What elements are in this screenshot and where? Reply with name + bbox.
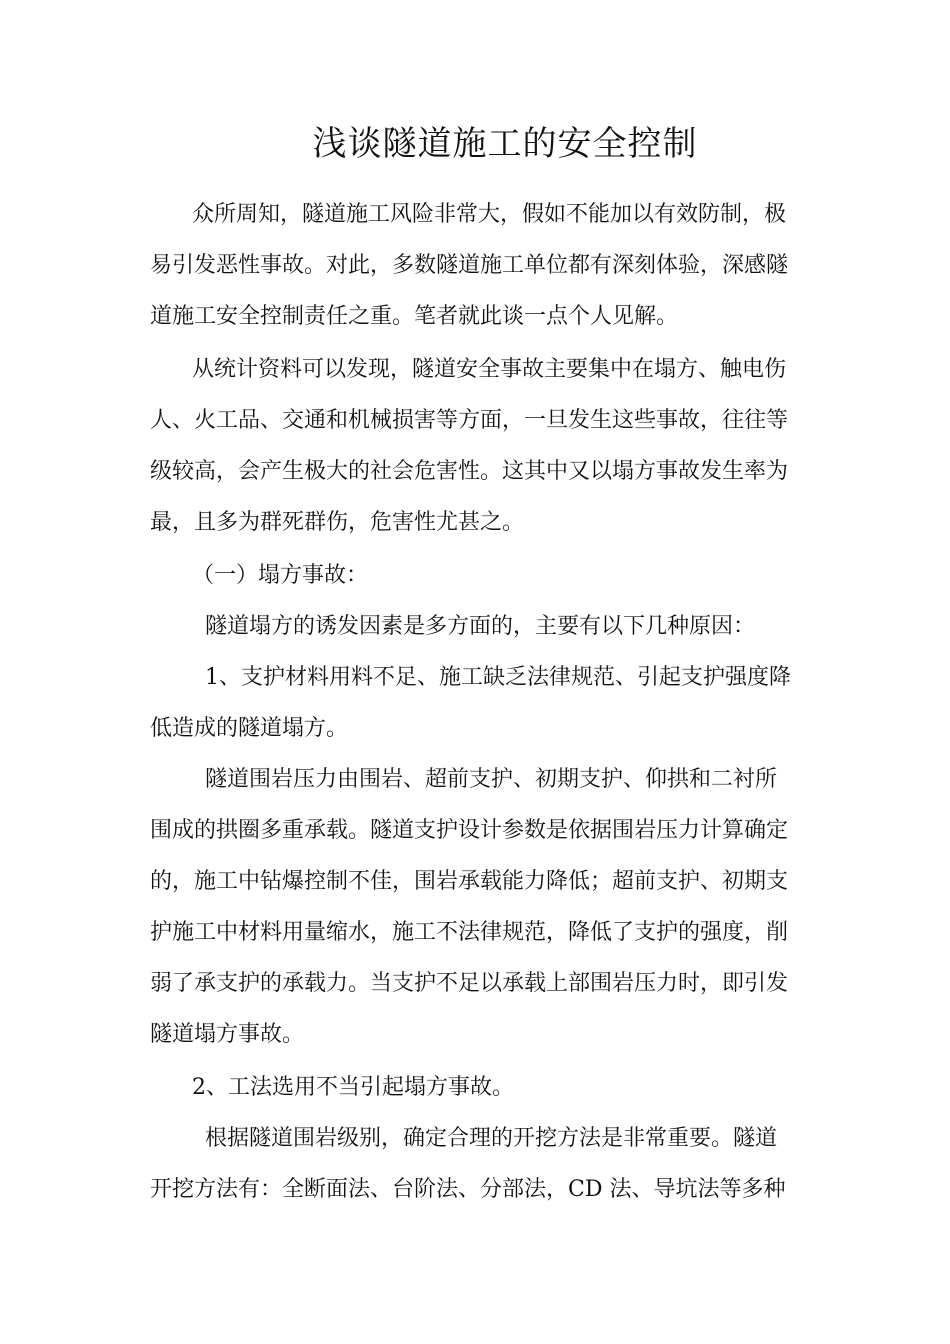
- text-line: 围成的拱圈多重承载。隧道支护设计参数是依据围岩压力计算确定: [150, 818, 789, 843]
- list-item-heading: 2、工法选用不当引起塌方事故。: [192, 1075, 514, 1100]
- text-line: 人、火工品、交通和机械损害等方面，一旦发生这些事故，往往等: [150, 408, 789, 433]
- text-line: 隧道塌方的诱发因素是多方面的，主要有以下几种原因：: [205, 614, 756, 639]
- text-line: 弱了承支护的承载力。当支护不足以承载上部围岩压力时，即引发: [150, 971, 789, 996]
- text-line: 的，施工中钻爆控制不佳，围岩承载能力降低；超前支护、初期支: [150, 869, 789, 894]
- document-title: 浅谈隧道施工的安全控制: [312, 124, 698, 164]
- text-line: 隧道塌方事故。: [150, 1022, 305, 1047]
- section-heading: （一）塌方事故：: [192, 563, 369, 588]
- text-line: 众所周知，隧道施工风险非常大，假如不能加以有效防制，极: [192, 202, 787, 227]
- text-line: 开挖方法有：全断面法、台阶法、分部法，CD 法、导坑法等多种: [150, 1177, 786, 1202]
- text-line: 低造成的隧道塌方。: [150, 716, 349, 741]
- text-line: 从统计资料可以发现，隧道安全事故主要集中在塌方、触电伤: [192, 357, 787, 382]
- list-item-heading: 1、支护材料用料不足、施工缺乏法律规范、引起支护强度降: [205, 665, 791, 690]
- text-line: 易引发恶性事故。对此，多数隧道施工单位都有深刻体验，深感隧: [150, 253, 789, 278]
- text-line: 根据隧道围岩级别，确定合理的开挖方法是非常重要。隧道: [205, 1126, 778, 1151]
- text-line: 级较高，会产生极大的社会危害性。这其中又以塌方事故发生率为: [150, 459, 789, 484]
- text-line: 最，且多为群死群伤，危害性尤甚之。: [150, 510, 525, 535]
- text-line: 隧道围岩压力由围岩、超前支护、初期支护、仰拱和二衬所: [205, 767, 778, 792]
- text-line: 道施工安全控制责任之重。笔者就此谈一点个人见解。: [150, 304, 679, 329]
- text-line: 护施工中材料用量缩水，施工不法律规范，降低了支护的强度，削: [150, 920, 789, 945]
